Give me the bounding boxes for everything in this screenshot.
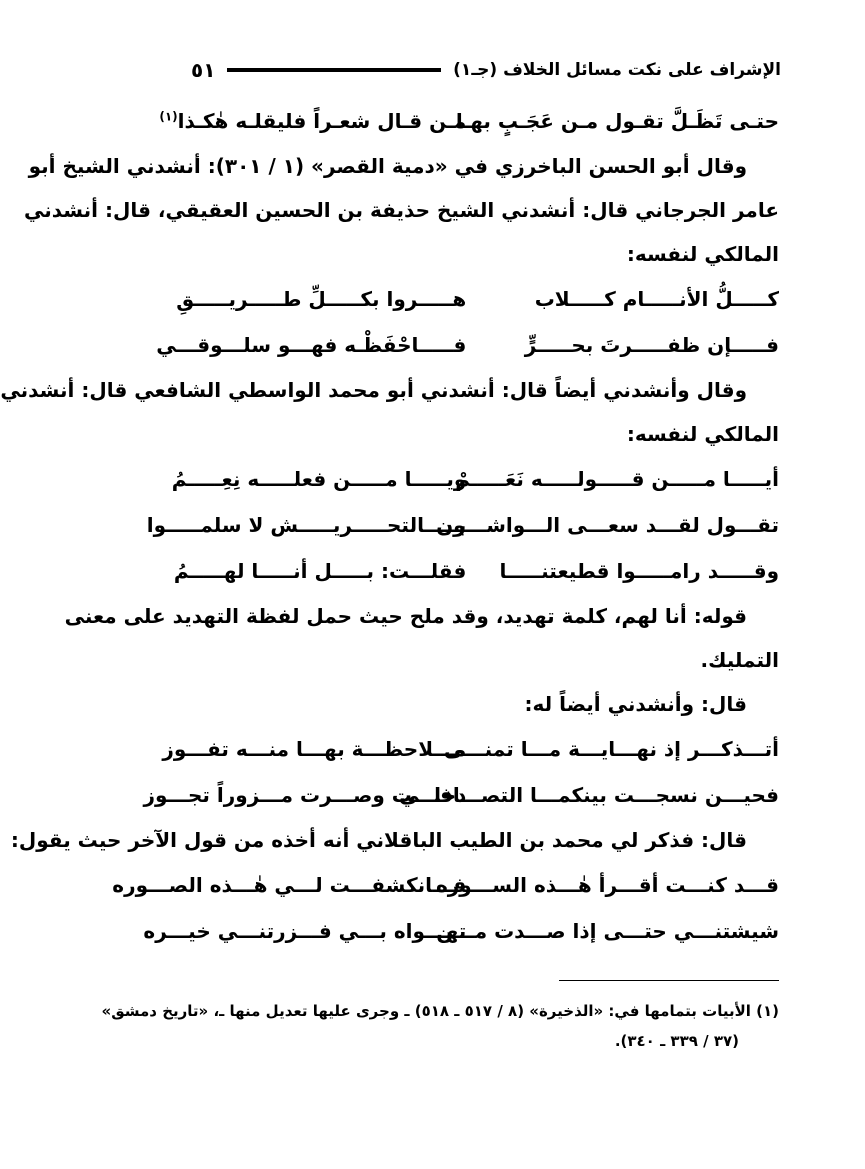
verse-hemistich-second: تهـــواه بـــي فـــزرتنـــي خيـــره [143, 919, 467, 943]
paragraph-line: قوله: أنا لهم، كلمة تهديد، وقد ملح حيث حمل لفظة التهديد على معنى [64, 604, 747, 628]
verse-hemistich-first: كـــــلُّ الأنـــــام كـــــلاب [534, 287, 779, 311]
verse-line [159, 98, 779, 144]
paragraph-line: المالكي لنفسه: [626, 422, 779, 446]
footnotes [101, 996, 779, 1056]
verse-hemistich-first: تقـــول لقـــد سعـــى الـــواشـــون [436, 513, 779, 537]
verse-hemistich-first: قـــد كنـــت أقـــرأ هٰـــذه الســـوره [435, 873, 779, 897]
verse-hemistich-second: فـــــاحْفَظْـه فهـــو سلـــوقـــي [156, 333, 467, 357]
paragraph-line: المالكي لنفسه: [626, 242, 779, 266]
verse-hemistich-second: فقلـــت: بـــــل أنـــــا لهـــــمُ [173, 559, 467, 583]
verse-hemistich-second: مـــلاحظـــة بهـــا منـــه تفـــوز [162, 737, 467, 761]
verse-hemistich-second: ويـــــا مـــــن فعلـــــه نِعِـــــمُ [171, 467, 467, 491]
page-body [0, 98, 779, 954]
verse-hemistich-second [159, 98, 467, 144]
footnote-separator [559, 980, 779, 981]
verse-hemistich-first: فـــــإن ظفـــــرتَ بحـــــرٍّ [524, 333, 779, 357]
paragraph-line: وقال وأنشدني أيضاً قال: أنشدني أبو محمد الواسطي الشافعي قال: أنشدني [0, 378, 747, 402]
verse-hemistich-first: أيـــــا مـــــن قـــــولـــــه نَعَـــــمْ [455, 467, 779, 491]
page-header [191, 52, 781, 88]
paragraph-line: قال: وأنشدني أيضاً له: [524, 692, 747, 716]
paragraph-line: عامر الجرجاني قال: أنشدني الشيخ حذيفة بن الحسين العقيقي، قال: أنشدني [24, 198, 779, 222]
verse-hemistich-second: فـــانكشفـــت لـــي هٰـــذه الصـــوره [112, 873, 467, 897]
verse-line [171, 456, 779, 502]
page-number: ٥١ [191, 58, 216, 82]
verse-line [112, 862, 779, 908]
verse-hemistich-first: أتـــذكـــر إذ نهـــايـــة مـــا تمنـــى [443, 737, 779, 761]
verse-line [173, 548, 779, 594]
paragraph-line: قال: فذكر لي محمد بن الطيب الباقلاني أنه أخذه من قول الآخر حيث يقول: [10, 828, 747, 852]
verse-hemistich-first: حتـى تَظَـلَّ تقـول مـن عَجَـبٍ بهـا [455, 109, 779, 133]
verse-hemistich-second: دخلـــت وصـــرت مـــزوراً تجـــوز [143, 783, 467, 807]
footnote-line: (١) الأبيات بتمامها في: «الذخيرة» (٨ / ٥١٧ ـ ٥١٨) ـ وجرى عليها تعديل منها ـ، «تاريخ دمشق» [101, 1002, 779, 1020]
verse-hemistich-first: فحيـــن نسجـــت بينكمـــا التصـــافـــي [398, 783, 779, 807]
verse-line [156, 322, 779, 368]
footnote-reference: (١) [159, 109, 178, 124]
running-title: الإشراف على نكت مسائل الخلاف (جـ١) [453, 60, 781, 80]
verse-line [162, 726, 779, 772]
verse-hemistich-first: وقـــــد رامـــــوا قطيعتنـــــا [499, 559, 779, 583]
verse-hemistich-second: بـــــالتحـــــريـــــش لا سلمـــــوا [146, 513, 467, 537]
paragraph-line: التمليك. [700, 648, 779, 672]
header-rule [227, 68, 441, 72]
verse-line [176, 276, 779, 322]
verse-line [143, 772, 779, 818]
verse-line [143, 908, 779, 954]
paragraph-line: وقال أبو الحسن الباخرزي في «دمية القصر» (١ / ٣٠١): أنشدني الشيخ أبو [28, 154, 747, 178]
verse-hemistich-second: هـــــروا بكـــــلِّ طـــــريـــــقِ [176, 287, 467, 311]
verse-line [146, 502, 779, 548]
footnote-line: (٣٧ / ٣٣٩ ـ ٣٤٠). [614, 1032, 739, 1050]
verse-hemistich-second-text: مـن قـال شعـراً فليقلـه هٰكـذا [177, 109, 467, 133]
verse-hemistich-first: شيشتنـــي حتـــى إذا صـــدت مـــن [436, 919, 779, 943]
